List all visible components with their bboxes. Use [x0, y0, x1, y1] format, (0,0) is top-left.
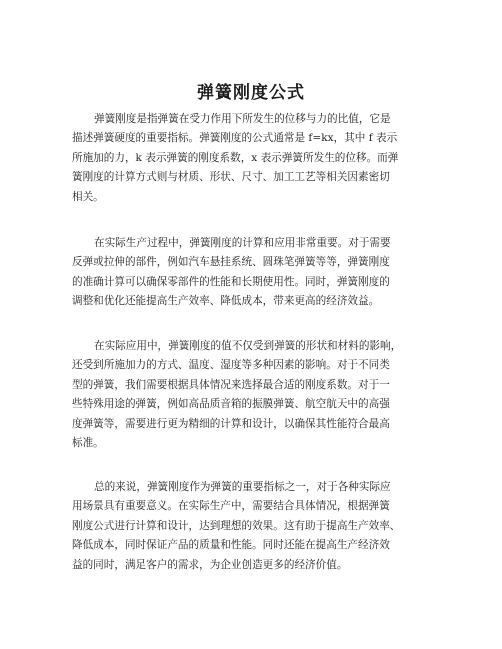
- paragraph-line: 降低成本，同时保证产品的质量和性能。同时还能在提高生产经济效: [72, 539, 390, 552]
- paragraph-line: 在实际生产过程中，弹簧刚度的计算和应用非常重要。对于需要: [94, 237, 391, 249]
- paragraph-line: 簧刚度的计算方式则与材质、形状、尺寸、加工工艺等相关因素密切: [72, 171, 390, 184]
- paragraph-line: 所施加的力，k 表示弹簧的刚度系数，x 表示弹簧所发生的位移。而弹: [72, 151, 399, 164]
- paragraph-line: 用场景具有重要意义。在实际生产中，需要结合具体情况，根据弹簧: [72, 500, 390, 513]
- paragraph-line: 益的同时，满足客户的需求，为企业创造更多的经济价值。: [72, 558, 348, 571]
- paragraph-line: 型的弹簧，我们需要根据具体情况来选择最合适的刚度系数。对于一: [72, 378, 390, 391]
- paragraph-line: 相关。: [72, 190, 104, 203]
- paragraph-line: 刚度公式进行计算和设计，达到理想的效果。这有助于提高生产效率、: [72, 519, 401, 532]
- paragraph-definition: [72, 110, 452, 207]
- paragraph-line: 弹簧刚度是指弹簧在受力作用下所发生的位移与力的比值，它是: [94, 113, 391, 125]
- paragraph-line: 总的来说，弹簧刚度作为弹簧的重要指标之一，对于各种实际应: [94, 481, 391, 493]
- paragraph-line: 调整和优化还能提高生产效率、降低成本，带来更高的经济效益。: [72, 295, 380, 308]
- paragraph-application: [72, 337, 452, 453]
- paragraph-line: 的准确计算可以确保零部件的性能和长期使用性。同时，弹簧刚度的: [72, 275, 390, 288]
- document-title: 弹簧刚度公式: [197, 83, 305, 103]
- paragraph-line: 在实际应用中，弹簧刚度的值不仅受到弹簧的形状和材料的影响，: [94, 340, 402, 352]
- paragraph-line: 标准。: [72, 436, 104, 449]
- paragraph-line: 描述弹簧硬度的重要指标。弹簧刚度的公式通常是 f=kx，其中 f 表示: [72, 132, 398, 145]
- paragraph-line: 度弹簧等，需要进行更为精细的计算和设计，以确保其性能符合最高: [72, 417, 390, 430]
- paragraph-line: 些特殊用途的弹簧，例如高品质音箱的振膜弹簧、航空航天中的高强: [72, 398, 390, 411]
- paragraph-line: 反弹或拉伸的部件，例如汽车悬挂系统、圆珠笔弹簧等等，弹簧刚度: [72, 256, 390, 269]
- paragraph-production: [72, 234, 452, 312]
- paragraph-line: 还受到所施加力的方式、温度、湿度等多种因素的影响。对于不同类: [72, 359, 390, 372]
- paragraph-summary: [72, 478, 452, 575]
